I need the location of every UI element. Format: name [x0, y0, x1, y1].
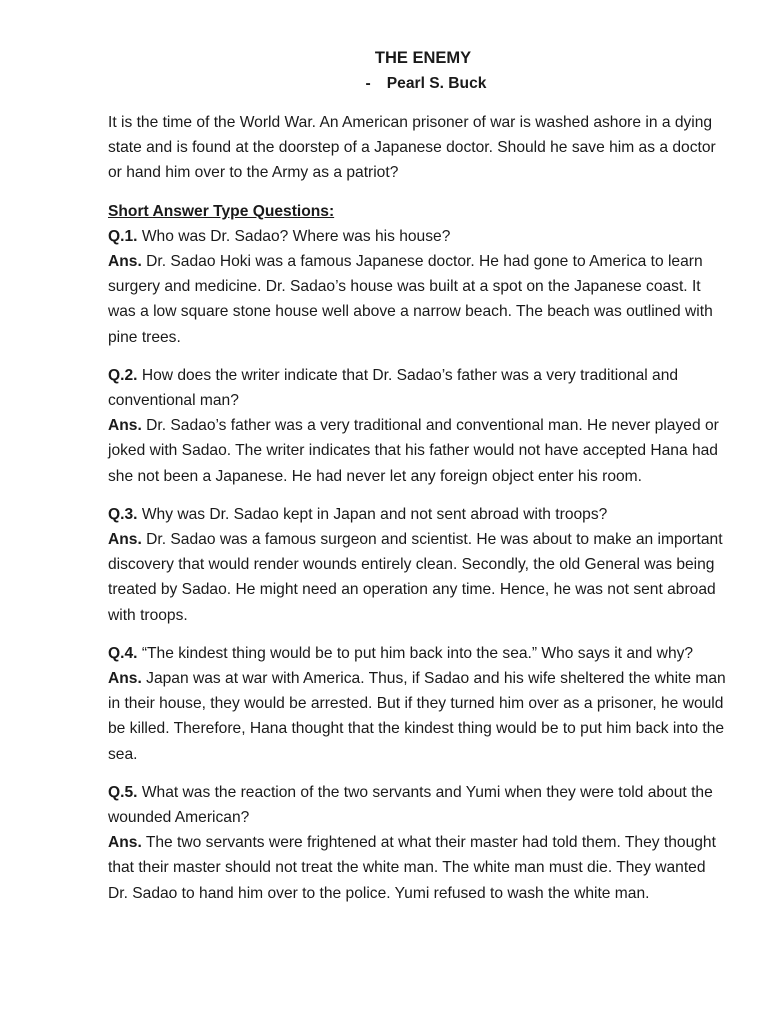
answer-label: Ans.: [108, 531, 142, 549]
answer: [108, 666, 728, 767]
answer: [108, 527, 728, 628]
question-label: Q.5.: [108, 783, 138, 801]
qa-item-4: [108, 641, 728, 767]
question-label: Q.1.: [108, 227, 138, 245]
question-label: Q.3.: [108, 505, 138, 523]
answer-text: Dr. Sadao was a famous surgeon and scientist. He was about to make an important discovery that would render wounds entirely clean. Secondly, the old General was being treated by Sadao. He might need an operation any time. Hence, he was not sent abroad with troops.: [108, 531, 723, 624]
qa-item-3: [108, 502, 728, 628]
author-line: [108, 72, 728, 96]
answer: [108, 830, 728, 906]
answer: [108, 413, 728, 489]
answer-label: Ans.: [108, 834, 142, 852]
document-title: THE ENEMY: [374, 49, 472, 67]
qa-item-5: [108, 780, 728, 906]
question-text: Who was Dr. Sadao? Where was his house?: [141, 227, 451, 245]
question-label: Q.2.: [108, 366, 138, 384]
answer-text: Dr. Sadao’s father was a very traditional and conventional man. He never played or joked with Sadao. The writer indicates that his father would not have accepted Hana had she not been a Japanese. He had never let any foreign object enter his room.: [108, 417, 719, 485]
question-text: “The kindest thing would be to put him back into the sea.” Who says it and why?: [141, 644, 694, 662]
question: [108, 641, 728, 666]
question: [108, 363, 728, 413]
answer-label: Ans.: [108, 253, 142, 271]
answer-text: Dr. Sadao Hoki was a famous Japanese doctor. He had gone to America to learn surgery and medicine. Dr. Sadao’s house was built at a spot on the Japanese coast. It was a low square stone house well above a narrow beach. The beach was outlined with pine trees.: [108, 253, 713, 346]
question: [108, 502, 728, 527]
answer-label: Ans.: [108, 670, 142, 688]
answer: [108, 249, 728, 350]
qa-item-1: [108, 224, 728, 350]
author-dash: -: [365, 75, 371, 92]
question-label: Q.4.: [108, 644, 138, 662]
qa-item-2: [108, 363, 728, 489]
answer-label: Ans.: [108, 417, 142, 435]
question: [108, 780, 728, 830]
intro-paragraph: It is the time of the World War. An American prisoner of war is washed ashore in a dying state and is found at the doorstep of a Japanese doctor. Should he save him as a doctor or hand him over to the Army as a patriot?: [108, 114, 716, 182]
question-text: How does the writer indicate that Dr. Sadao’s father was a very traditional and conventional man?: [108, 366, 679, 410]
question: [108, 224, 728, 249]
answer-text: Japan was at war with America. Thus, if Sadao and his wife sheltered the white man in their house, they would be arrested. But if they turned him over as a prisoner, he would be killed. Therefore, Hana thought that the kindest thing would be to put him back into the sea.: [108, 670, 726, 763]
author-name: Pearl S. Buck: [386, 75, 487, 92]
question-text: Why was Dr. Sadao kept in Japan and not sent abroad with troops?: [141, 505, 608, 523]
question-text: What was the reaction of the two servants and Yumi when they were told about the wounded American?: [108, 783, 713, 827]
section-heading: Short Answer Type Questions:: [108, 202, 335, 220]
document-page: [108, 46, 728, 906]
answer-text: The two servants were frightened at what their master had told them. They thought that their master should not treat the white man. The white man must die. They wanted Dr. Sadao to hand him over to the police. Yumi refused to wash the white man.: [108, 834, 716, 902]
